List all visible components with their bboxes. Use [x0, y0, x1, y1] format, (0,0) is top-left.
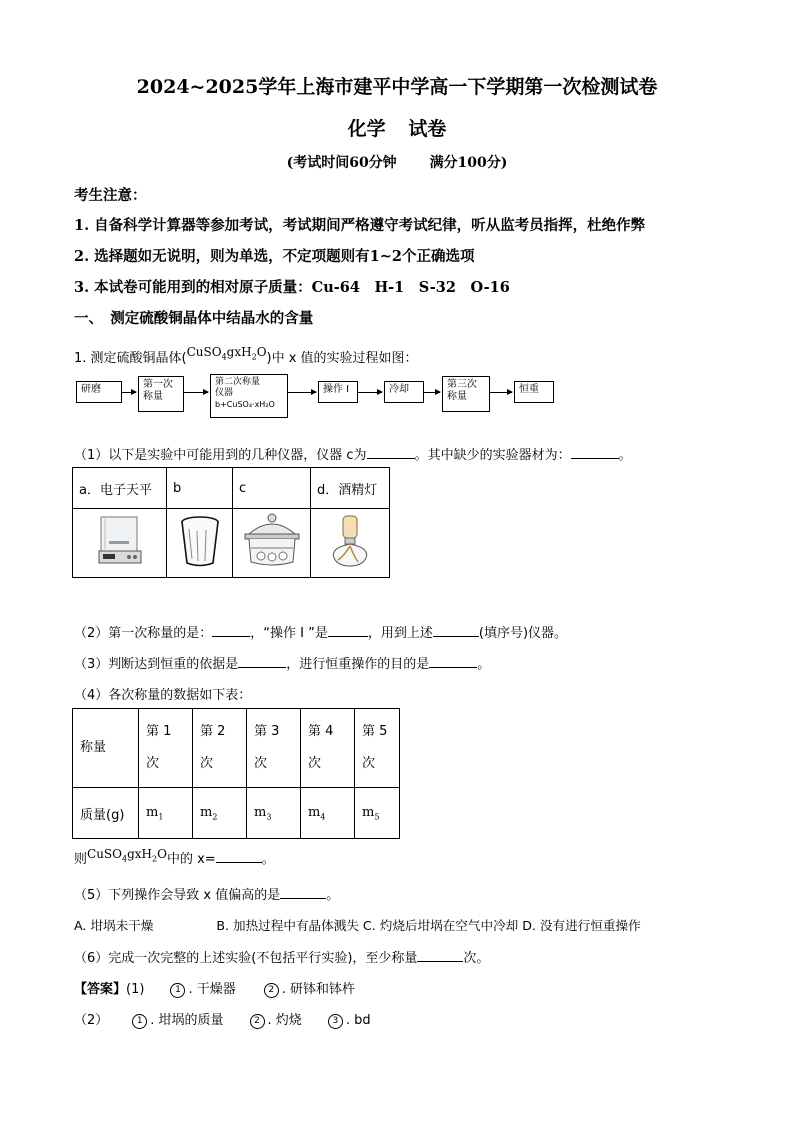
question-part-5 — [74, 884, 339, 903]
flow-arrow — [358, 392, 382, 393]
mass-sub: 1 — [158, 812, 164, 822]
flow-step-weigh1-l2: 称量 — [143, 391, 163, 402]
part5-text-a: （5）下列操作会导致 x 值偏高的是 — [74, 888, 281, 903]
formula-o: O — [157, 847, 167, 861]
circled-number-icon: 3 — [328, 1014, 343, 1029]
mass-symbol: m — [362, 804, 375, 820]
weighing-row-label: 称量 — [73, 709, 139, 788]
alcohol-lamp-image — [311, 509, 390, 578]
intro-text-a: 1. 测定硫酸铜晶体( — [74, 351, 187, 366]
crucible-icon — [178, 513, 222, 569]
mass-sub: 2 — [212, 812, 218, 822]
flow-step-weigh2-l1: 第二次称量 — [215, 377, 261, 387]
experiment-flowchart — [74, 374, 554, 420]
answer-line-2 — [74, 1009, 371, 1029]
weighing-col-5 — [355, 709, 400, 788]
mass-sub: 5 — [374, 812, 380, 822]
instrument-table — [72, 467, 390, 578]
col-label: 第 2 — [200, 724, 226, 739]
question-part-4: （4）各次称量的数据如下表： — [74, 688, 252, 703]
weighing-col-3 — [247, 709, 301, 788]
part3-text-b: ，进行恒重操作的目的是 — [286, 657, 430, 672]
weighing-table — [72, 708, 400, 839]
part3-text-a: （3）判断达到恒重的依据是 — [74, 657, 239, 672]
answer-blank[interactable] — [417, 961, 463, 962]
part1-text-b: 。其中缺少的实验器材为： — [414, 448, 571, 463]
col-suffix: 次 — [308, 756, 322, 771]
formula-sub2: 2 — [152, 854, 158, 864]
formula-dot: gx — [127, 847, 142, 861]
formula-cuso4 — [186, 345, 267, 362]
answer-blank[interactable] — [238, 667, 286, 668]
exam-subtitle — [0, 114, 794, 141]
col-suffix: 次 — [254, 756, 268, 771]
exam-score: 满分100分) — [429, 155, 508, 171]
answer-2-c: . bd — [345, 1013, 371, 1028]
part6-text-a: （6）完成一次完整的上述实验(不包括平行实验)，至少称量 — [74, 951, 418, 966]
part2-text-b: ，“操作 I ”是 — [250, 626, 328, 641]
part2-text-a: （2）第一次称量的是： — [74, 626, 213, 641]
part1-text-c: 。 — [618, 448, 632, 463]
answer-2-b: . 灼烧 — [267, 1013, 302, 1028]
answer-2-num: （2） — [74, 1013, 109, 1028]
flow-step-constant: 恒重 — [514, 381, 554, 403]
question-part-6 — [74, 947, 489, 966]
flow-arrow — [288, 392, 316, 393]
weighing-col-2 — [193, 709, 247, 788]
col-label: 第 5 — [362, 724, 388, 739]
answer-blank[interactable] — [280, 898, 326, 899]
answer-1-num: (1) — [126, 982, 145, 997]
formula-o: O — [256, 345, 267, 359]
mass-cell-4 — [301, 788, 355, 839]
circled-number-icon: 1 — [132, 1014, 147, 1029]
weighing-col-1 — [139, 709, 193, 788]
formula-cu: CuSO — [87, 847, 122, 861]
col-suffix: 次 — [146, 756, 160, 771]
weighing-col-4 — [301, 709, 355, 788]
circled-number-icon: 1 — [170, 983, 185, 998]
flow-step-weigh3-l1: 第三次 — [447, 379, 477, 390]
notice-item-1: 1. 自备科学计算器等参加考试，考试期间严格遵守考试纪律，听从监考员指挥，杜绝作弊 — [74, 217, 646, 234]
answer-blank[interactable] — [212, 636, 250, 637]
flow-step-weigh1 — [138, 376, 184, 412]
mass-cell-1 — [139, 788, 193, 839]
formula-sub2: 2 — [251, 352, 257, 362]
instrument-header-b: b — [167, 468, 233, 509]
electronic-balance-icon — [95, 513, 145, 569]
notice-item-3: 3. 本试卷可能用到的相对原子质量：Cu-64 H-1 S-32 O-16 — [74, 279, 510, 296]
mass-symbol: m — [200, 804, 213, 820]
instrument-header-c: c — [233, 468, 311, 509]
notice-item-2: 2. 选择题如无说明，则为单选，不定项题则有1~2个正确选项 — [74, 248, 475, 265]
formula-cuso4 — [87, 847, 167, 864]
crucible-image — [167, 509, 233, 578]
answer-2-a: . 坩埚的质量 — [150, 1013, 224, 1028]
formula-h: H — [241, 345, 252, 359]
mass-symbol: m — [254, 804, 267, 820]
flow-step-weigh2-l2: 仪器 — [215, 388, 234, 398]
flow-step-grind: 研磨 — [76, 381, 122, 403]
mass-cell-5 — [355, 788, 400, 839]
part5-text-b: 。 — [326, 888, 340, 903]
part3-text-c: 。 — [477, 657, 491, 672]
flow-arrow — [184, 392, 208, 393]
flow-step-weigh3-l2: 称量 — [447, 391, 467, 402]
electronic-balance-image — [73, 509, 167, 578]
formula-sub4: 4 — [121, 854, 128, 864]
exam-time: (考试时间60分钟 — [286, 155, 397, 171]
part2-text-d: (填序号)仪器。 — [478, 626, 568, 641]
answer-line-1 — [74, 978, 355, 998]
flow-step-weigh1-l1: 第一次 — [143, 379, 173, 390]
subtitle-paper: 试卷 — [408, 118, 447, 140]
part4b-text-b: 中的 x= — [166, 852, 216, 867]
question-part-2 — [74, 622, 567, 641]
answer-blank[interactable] — [216, 862, 262, 863]
mass-cell-2 — [193, 788, 247, 839]
col-label: 第 1 — [146, 724, 172, 739]
col-label: 第 4 — [308, 724, 334, 739]
mass-sub: 3 — [266, 812, 272, 822]
flow-step-cool: 冷却 — [384, 381, 424, 403]
answer-blank[interactable] — [367, 458, 415, 459]
answer-blank[interactable] — [328, 636, 368, 637]
question-part-4b — [74, 848, 275, 868]
flow-arrow — [424, 392, 440, 393]
flow-arrow — [122, 392, 136, 393]
exam-time-score — [0, 152, 794, 172]
col-suffix: 次 — [200, 756, 214, 771]
question-part-1 — [74, 444, 632, 463]
answer-blank[interactable] — [429, 667, 477, 668]
part4b-text-c: 。 — [261, 852, 275, 867]
exam-title: 2024~2025学年上海市建平中学高一下学期第一次检测试卷 — [136, 76, 658, 98]
formula-h: H — [141, 847, 152, 861]
part5-options: A. 坩埚未干燥 B. 加热过程中有晶体溅失 C. 灼烧后坩埚在空气中冷却 D. 没有进行恒重操作 — [74, 918, 641, 933]
col-label: 第 3 — [254, 724, 280, 739]
part4b-text-a: 则 — [74, 852, 88, 867]
answer-blank[interactable] — [433, 636, 479, 637]
flow-step-weigh2 — [210, 374, 288, 418]
circled-number-icon: 2 — [250, 1014, 265, 1029]
mass-symbol: m — [146, 804, 159, 820]
question-part-3 — [74, 653, 490, 672]
answer-1-a: . 干燥器 — [188, 982, 236, 997]
mass-symbol: m — [308, 804, 321, 820]
answer-blank[interactable] — [571, 458, 619, 459]
desiccator-icon — [241, 512, 303, 570]
section-heading: 一、 测定硫酸铜晶体中结晶水的含量 — [74, 310, 314, 327]
flow-step-weigh2-l3: b+CuSO₄·xH₂O — [215, 400, 275, 409]
alcohol-lamp-icon — [326, 512, 374, 570]
instrument-header-a: a．电子天平 — [73, 468, 167, 509]
mass-row-label: 质量(g) — [73, 788, 139, 839]
mass-cell-3 — [247, 788, 301, 839]
subtitle-subject: 化学 — [347, 118, 386, 140]
flow-step-operation: 操作 I — [318, 381, 358, 403]
flow-arrow — [490, 392, 512, 393]
formula-sub4: 4 — [221, 352, 227, 362]
answer-1-b: . 研钵和钵杵 — [281, 982, 355, 997]
flow-step-weigh3 — [442, 376, 490, 412]
answer-label: 【答案】 — [74, 982, 127, 997]
part6-text-b: 次。 — [463, 951, 490, 966]
formula-dot: gx — [226, 345, 242, 359]
circled-number-icon: 2 — [264, 983, 279, 998]
question-intro — [74, 347, 418, 367]
intro-text-b: )中 x 值的实验过程如图： — [266, 351, 418, 366]
col-suffix: 次 — [362, 756, 376, 771]
formula-cu: CuSO — [186, 345, 222, 359]
desiccator-image — [233, 509, 311, 578]
notice-heading: 考生注意： — [74, 187, 147, 204]
instrument-header-d: d．酒精灯 — [311, 468, 390, 509]
part2-text-c: ，用到上述 — [367, 626, 433, 641]
part1-text-a: （1）以下是实验中可能用到的几种仪器，仪器 c为 — [74, 448, 367, 463]
mass-sub: 4 — [320, 812, 326, 822]
